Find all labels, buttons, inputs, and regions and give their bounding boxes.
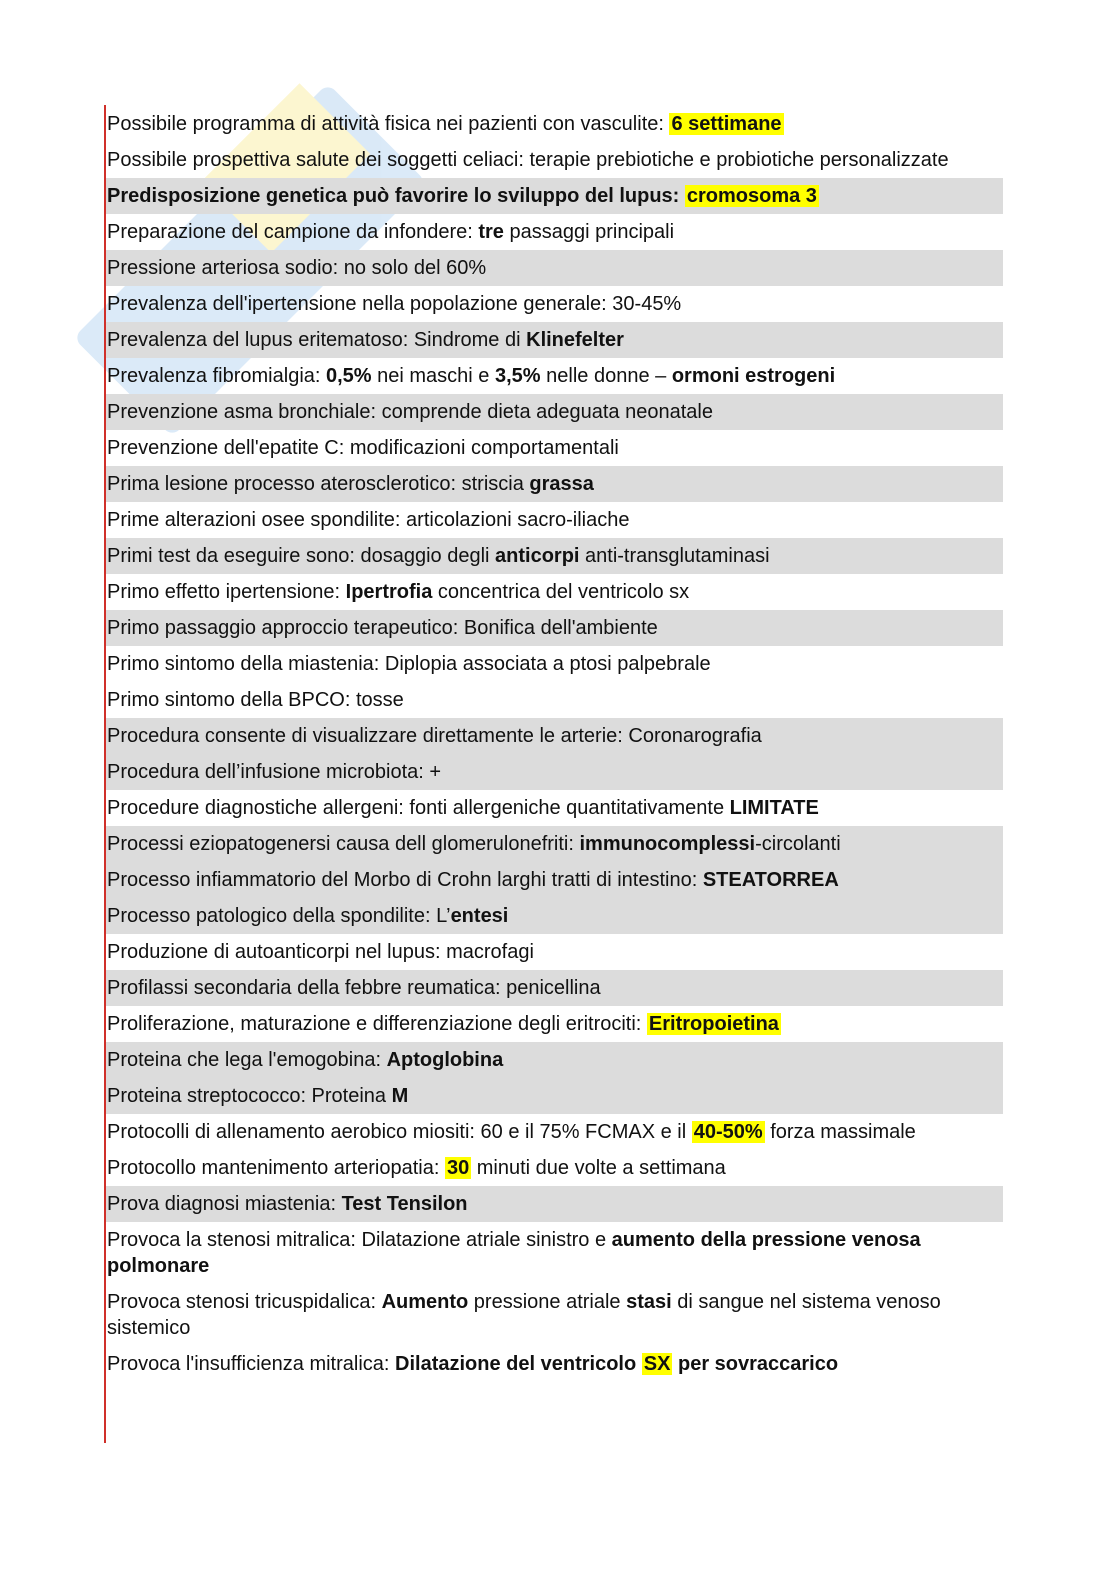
text: Provoca l'insufficienza mitralica: (107, 1353, 396, 1375)
text: Possibile programma di attività fisica nei pazienti con vasculite: (107, 113, 670, 135)
text: Prevenzione dell'epatite C: modificazioni comportamentali (107, 437, 619, 459)
bold-text: grassa (529, 473, 594, 495)
text: Procedura dell’infusione microbiota: + (107, 761, 442, 783)
text: Primo passaggio approccio terapeutico: Bonifica dell'ambiente (107, 617, 658, 639)
text: Processo infiammatorio del Morbo di Crohn larghi tratti di intestino: (107, 869, 703, 891)
text: Prova diagnosi miastenia: (107, 1193, 342, 1215)
text: Protocollo mantenimento arteriopatia: (107, 1157, 445, 1179)
text: Processi eziopatogenersi causa dell glomerulonefriti: (107, 833, 580, 855)
list-item (106, 1222, 1003, 1284)
text: Prevalenza fibromialgia: (107, 365, 326, 387)
list-item (106, 646, 1003, 682)
text: Profilassi secondaria della febbre reumatica: penicellina (107, 977, 601, 999)
text: Procedura consente di visualizzare direttamente le arterie: Coronarografia (107, 725, 762, 747)
bold-text: Aptoglobina (386, 1049, 504, 1071)
list-item (106, 1186, 1003, 1222)
text: Preparazione del campione da infondere: (107, 221, 479, 243)
list-item (106, 358, 1003, 394)
list-item (106, 502, 1003, 538)
bold-text: STEATORREA (702, 869, 839, 891)
text: Pressione arteriosa sodio: no solo del 60% (107, 257, 487, 279)
highlighted-text: SX (643, 1353, 671, 1375)
list-item (106, 1284, 1003, 1346)
list-item (106, 466, 1003, 502)
text: Produzione di autoanticorpi nel lupus: macrofagi (107, 941, 534, 963)
text: minuti due volte a settimana (471, 1157, 726, 1179)
text: passaggi principali (503, 221, 675, 243)
list-item (106, 106, 1003, 142)
text: Prime alterazioni osee spondilite: articolazioni sacro-iliache (107, 509, 630, 531)
list-item (106, 250, 1003, 286)
text: Provoca la stenosi mitralica: Dilatazione atriale sinistro e (107, 1229, 612, 1251)
highlighted-text: 6 settimane (671, 113, 782, 135)
text: anti-transglutaminasi (579, 545, 770, 567)
bold-text: Aumento (381, 1291, 469, 1313)
bold-text: Ipertrofia (345, 581, 433, 603)
text: Provoca stenosi tricuspidalica: (107, 1291, 382, 1313)
text: concentrica del ventricolo sx (432, 581, 690, 603)
text: di sangue nel sistema venoso sistemico (107, 1291, 941, 1339)
bold-text: Dilatazione del ventricolo (395, 1353, 642, 1375)
bold-text: immunocomplessi (579, 833, 756, 855)
highlighted-text: Eritropoietina (648, 1013, 779, 1035)
list-item (106, 322, 1003, 358)
text: Prevalenza dell'ipertensione nella popolazione generale: 30-45% (107, 293, 682, 315)
list-item (106, 430, 1003, 466)
text: Protocolli di allenamento aerobico miositi: 60 e il 75% FCMAX e il (107, 1121, 692, 1143)
text: Primo sintomo della BPCO: tosse (107, 689, 404, 711)
bold-text: anticorpi (495, 545, 580, 567)
highlighted-text: 40-50% (693, 1121, 763, 1143)
bold-text: entesi (450, 905, 509, 927)
list-item (106, 682, 1003, 718)
text: pressione atriale (468, 1291, 627, 1313)
list-item (106, 754, 1003, 790)
list-item (106, 538, 1003, 574)
bold-text: Klinefelter (526, 329, 624, 351)
bold-text: LIMITATE (729, 797, 819, 819)
text: Primi test da eseguire sono: dosaggio degli (107, 545, 496, 567)
text: Primo effetto ipertensione: (107, 581, 346, 603)
bold-text: stasi (626, 1291, 672, 1313)
list-item (106, 142, 1003, 178)
list-item (106, 970, 1003, 1006)
text: nelle donne – (540, 365, 672, 387)
text: Proteina streptococco: Proteina (107, 1085, 392, 1107)
list-item (106, 1150, 1003, 1186)
list-item (106, 1114, 1003, 1150)
bold-text: ormoni estrogeni (671, 365, 836, 387)
text: Proteina che lega l'emogobina: (107, 1049, 387, 1071)
list-item (106, 574, 1003, 610)
document-body (106, 106, 1003, 1382)
text: nei maschi e (371, 365, 495, 387)
text: -circolanti (755, 833, 841, 855)
bold-text: 3,5% (494, 365, 541, 387)
text: Possibile prospettiva salute dei soggetti celiaci: terapie prebiotiche e probiotiche personalizzate (107, 149, 949, 171)
text: Prevalenza del lupus eritematoso: Sindrome di (107, 329, 527, 351)
bold-text: aumento della pressione venosa polmonare (107, 1229, 921, 1277)
list-item (106, 790, 1003, 826)
highlighted-text: 30 (446, 1157, 470, 1179)
list-item (106, 898, 1003, 934)
list-item (106, 610, 1003, 646)
highlighted-text: cromosoma 3 (686, 185, 817, 207)
list-item (106, 718, 1003, 754)
list-item (106, 934, 1003, 970)
list-item (106, 214, 1003, 250)
list-item (106, 178, 1003, 214)
bold-text: 0,5% (326, 365, 372, 387)
bold-text: Test Tensilon (341, 1193, 468, 1215)
list-item (106, 1042, 1003, 1078)
text: Prima lesione processo aterosclerotico: striscia (107, 473, 530, 495)
bold-text: tre (478, 221, 504, 243)
text: Processo patologico della spondilite: L’ (107, 905, 451, 927)
list-item (106, 286, 1003, 322)
list-item (106, 826, 1003, 862)
list-item (106, 394, 1003, 430)
list-item (106, 1006, 1003, 1042)
text: Prevenzione asma bronchiale: comprende dieta adeguata neonatale (107, 401, 713, 423)
list-item (106, 862, 1003, 898)
text: Primo sintomo della miastenia: Diplopia associata a ptosi palpebrale (107, 653, 711, 675)
text: Procedure diagnostiche allergeni: fonti allergeniche quantitativamente (107, 797, 730, 819)
bold-text: Predisposizione genetica può favorire lo sviluppo del lupus: (107, 185, 685, 207)
text: Proliferazione, maturazione e differenziazione degli eritrociti: (107, 1013, 647, 1035)
text: forza massimale (764, 1121, 916, 1143)
list-item (106, 1078, 1003, 1114)
bold-text: M (391, 1085, 409, 1107)
bold-text: per sovraccarico (672, 1353, 839, 1375)
list-item (106, 1346, 1003, 1382)
